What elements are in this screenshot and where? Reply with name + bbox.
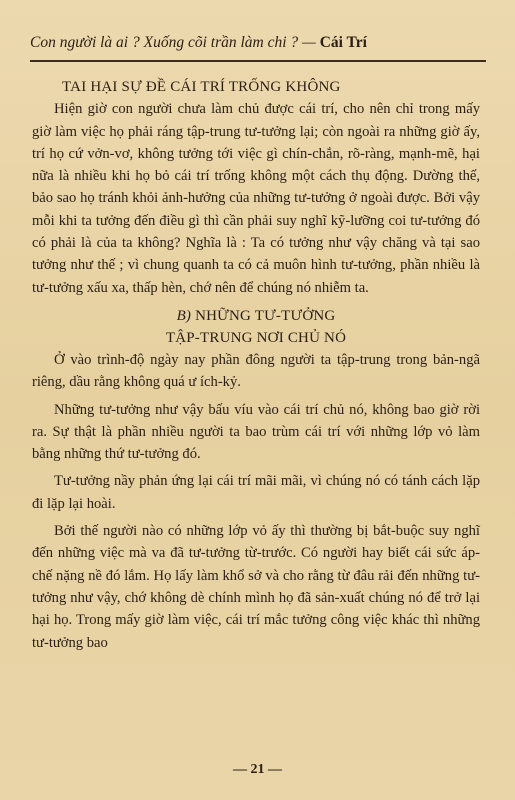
section-b-line1: NHỮNG TƯ-TƯỞNG xyxy=(195,307,336,324)
paragraph-5: Bởi thế người nào có những lớp vỏ ấy thì thường bị bắt-buộc suy nghĩ đến những việc mà va đã tư-tưởng từ-trước. Có người hay biết cái sức áp-chế nặng nề đó lắm. Họ lấy làm khổ sở và cho rằng từ đâu rải đến những tư-tưởng như vậy, chớ không dè chính mình họ đã sản-xuất chúng nó để trở lại hại họ. Trong mấy giờ làm việc, cái trí mắc tưởng công việc khác thì những tư-tưởng bao xyxy=(32,523,480,651)
section-b-line2: TẬP-TRUNG NƠI CHỦ NÓ xyxy=(165,329,347,346)
section-a-heading: TAI HẠI SỰ ĐỀ CÁI TRÍ TRỐNG KHÔNG xyxy=(62,79,341,95)
running-head-title: Con người là ai ? Xuống cõi trần làm chi ? — xyxy=(30,34,316,51)
section-b-heading xyxy=(32,305,480,349)
running-head xyxy=(30,34,486,52)
body-text xyxy=(32,70,480,654)
paragraph-3: Những tư-tưởng như vậy bấu víu vào cái trí chủ nó, không bao giờ rời ra. Sự thật là phần nhiều người ta bao trùm cái trí với những lớp vỏ làm bằng những thứ tư-tưởng đó. xyxy=(32,401,480,463)
running-head-author: Cái Trí xyxy=(319,34,367,51)
paragraph-1: Hiện giờ con người chưa làm chủ được cái trí, cho nên chỉ trong mấy giờ làm việc họ phải ráng tập-trung tư-tưởng lại; còn ngoài ra những giờ ấy, trí họ cứ vởn-vơ, không tưởng tới việc gì chín-chắn, rõ-ràng, mạnh-mẽ, hại nữa là nhiều khi họ bỏ cái trí trống không một cách thụ động. Dường thế, bảo sao họ tránh khỏi ảnh-hưởng của những tư-tưởng ở ngoài được. Bởi vậy mỗi khi ta tưởng đến điều gì thì cần phải suy nghĩ kỹ-lưỡng coi tư-tưởng đó có phải là của ta không? Nghĩa là : Ta có tưởng như vậy chăng và tại sao tưởng như thế ; vì chung quanh ta có cả muôn hình tư-tưởng, phần nhiều là tư-tưởng xấu xa, thấp hèn, chớ nên để chúng nó nhiễm ta. xyxy=(32,101,480,296)
paragraph-4: Tư-tưởng nầy phản ứng lại cái trí mãi mãi, vì chúng nó có tánh cách lặp đi lặp lại hoài. xyxy=(32,473,480,512)
section-b-mark: B) xyxy=(176,307,192,324)
header-rule xyxy=(30,60,486,62)
paragraph-2: Ở vào trình-độ ngày nay phần đông người ta tập-trung trong bản-ngã riêng, dầu rằng không quá ư ích-kỷ. xyxy=(32,351,480,391)
page-number: — 21 — xyxy=(233,762,282,777)
